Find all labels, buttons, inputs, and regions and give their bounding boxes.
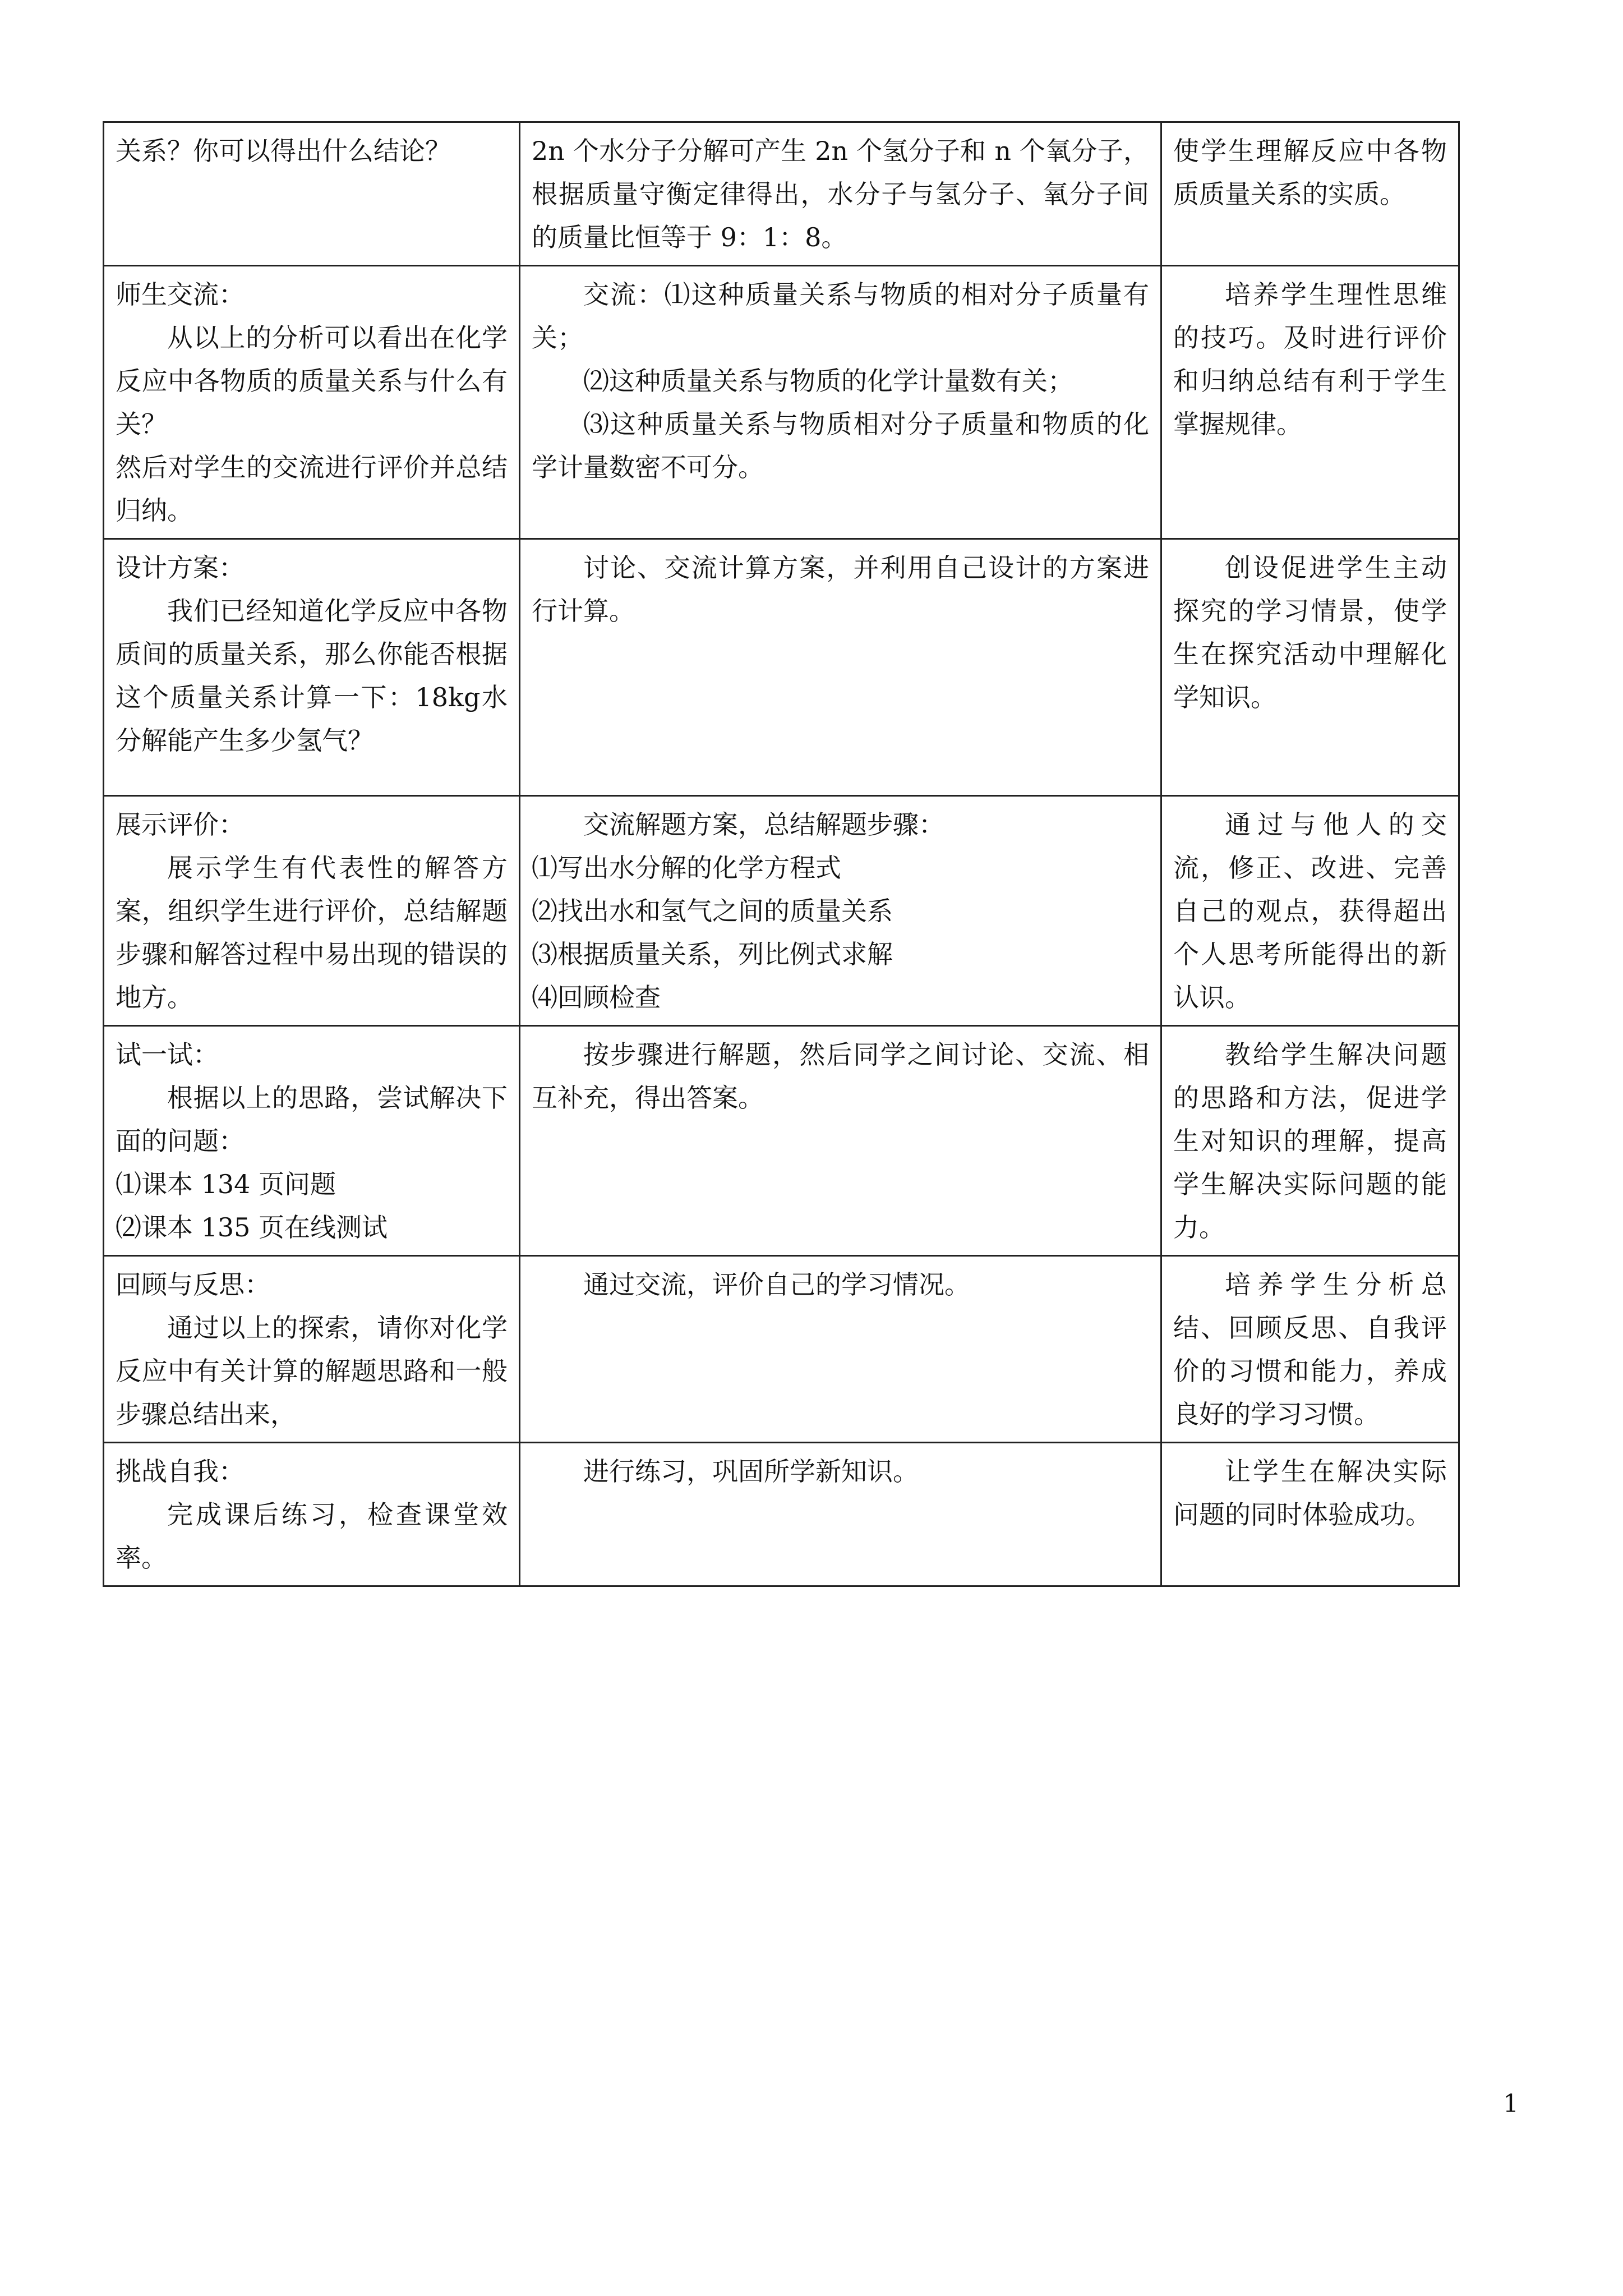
teacher-activity-cell	[104, 122, 520, 266]
student-activity-cell	[520, 539, 1161, 796]
cell-text: ⑴写出水分解的化学方程式	[532, 853, 841, 883]
teacher-activity-cell	[104, 539, 520, 796]
cell-text: 使学生理解反应中各物质质量关系的实质。	[1173, 136, 1447, 209]
design-purpose-cell	[1161, 539, 1459, 796]
design-purpose-cell	[1161, 266, 1459, 539]
cell-text: 教给学生解决问题的思路和方法，促进学生对知识的理解，提高学生解决实际问题的能力。	[1173, 1039, 1447, 1243]
lesson-plan-table	[103, 121, 1460, 1587]
design-purpose-cell	[1161, 1026, 1459, 1256]
teacher-activity-cell	[104, 796, 520, 1026]
table-row	[104, 1443, 1459, 1586]
design-purpose-cell	[1161, 122, 1459, 266]
table-row	[104, 1026, 1459, 1256]
student-activity-cell	[520, 1256, 1161, 1443]
cell-text: 我们已经知道化学反应中各物质间的质量关系，那么你能否根据这个质量关系计算一下：18kg水分解能产生多少氢气？	[116, 596, 508, 756]
cell-text: 通过以上的探索，请你对化学反应中有关计算的解题思路和一般步骤总结出来，	[116, 1313, 508, 1429]
student-activity-cell	[520, 122, 1161, 266]
cell-text: ⑵找出水和氢气之间的质量关系	[532, 896, 893, 926]
cell-text: 完成课后练习，检查课堂效率。	[116, 1499, 508, 1573]
teacher-activity-cell	[104, 1443, 520, 1586]
table-row	[104, 1256, 1459, 1443]
cell-text: 从以上的分析可以看出在化学反应中各物质的质量关系与什么有关？	[116, 323, 508, 439]
cell-heading: 回顾与反思：	[116, 1269, 270, 1300]
teacher-activity-cell	[104, 266, 520, 539]
cell-text: 根据以上的思路，尝试解决下面的问题：	[116, 1083, 508, 1156]
cell-text: 培养学生分析总结、回顾反思、自我评价的习惯和能力，养成良好的学习习惯。	[1173, 1269, 1447, 1429]
student-activity-cell	[520, 266, 1161, 539]
page-number: 1	[1503, 2090, 1519, 2118]
teacher-activity-cell	[104, 1256, 520, 1443]
cell-text: ⑴课本 134 页问题	[116, 1169, 336, 1199]
table-row	[104, 539, 1459, 796]
cell-heading: 设计方案：	[116, 553, 245, 583]
cell-text: 关系？你可以得出什么结论？	[116, 136, 451, 166]
cell-text: 交流解题方案，总结解题步骤：	[583, 809, 944, 840]
student-activity-cell	[520, 796, 1161, 1026]
cell-text: ⑵课本 135 页在线测试	[116, 1212, 388, 1243]
cell-heading: 展示评价：	[116, 809, 245, 840]
cell-text: 按步骤进行解题，然后同学之间讨论、交流、相互补充，得出答案。	[532, 1039, 1149, 1113]
student-activity-cell	[520, 1026, 1161, 1256]
cell-text: 让学生在解决实际问题的同时体验成功。	[1173, 1456, 1447, 1530]
table-row	[104, 122, 1459, 266]
cell-text: ⑷回顾检查	[532, 982, 661, 1013]
design-purpose-cell	[1161, 1256, 1459, 1443]
cell-text: ⑶根据质量关系，列比例式求解	[532, 939, 893, 969]
cell-text: 培养学生理性思维的技巧。及时进行评价和归纳总结有利于学生掌握规律。	[1173, 279, 1447, 439]
cell-text: 2n 个水分子分解可产生 2n 个氢分子和 n 个氧分子，根据质量守衡定律得出，水分子与氢分子、氧分子间的质量比恒等于 9：1：8。	[532, 136, 1149, 252]
cell-text: ⑵这种质量关系与物质的化学计量数有关；	[583, 366, 1073, 396]
cell-text: 通过交流，评价自己的学习情况。	[583, 1269, 970, 1300]
cell-heading: 挑战自我：	[116, 1456, 245, 1487]
cell-text: 创设促进学生主动探究的学习情景，使学生在探究活动中理解化学知识。	[1173, 553, 1447, 712]
design-purpose-cell	[1161, 796, 1459, 1026]
design-purpose-cell	[1161, 1443, 1459, 1586]
cell-heading: 师生交流：	[116, 279, 245, 310]
cell-text: 讨论、交流计算方案，并利用自己设计的方案进行计算。	[532, 553, 1149, 626]
cell-heading: 试一试：	[116, 1039, 219, 1070]
cell-text: 然后对学生的交流进行评价并总结归纳。	[116, 452, 508, 526]
cell-text: 进行练习，巩固所学新知识。	[583, 1456, 919, 1487]
table-row	[104, 266, 1459, 539]
cell-text: 展示学生有代表性的解答方案，组织学生进行评价，总结解题步骤和解答过程中易出现的错误的地方。	[116, 853, 508, 1013]
teacher-activity-cell	[104, 1026, 520, 1256]
table-row	[104, 796, 1459, 1026]
cell-text: 交流：⑴这种质量关系与物质的相对分子质量有关；	[532, 279, 1149, 353]
cell-text: ⑶这种质量关系与物质相对分子质量和物质的化学计量数密不可分。	[532, 409, 1149, 482]
cell-text: 通过与他人的交流，修正、改进、完善自己的观点，获得超出个人思考所能得出的新认识。	[1173, 809, 1447, 1013]
student-activity-cell	[520, 1443, 1161, 1586]
